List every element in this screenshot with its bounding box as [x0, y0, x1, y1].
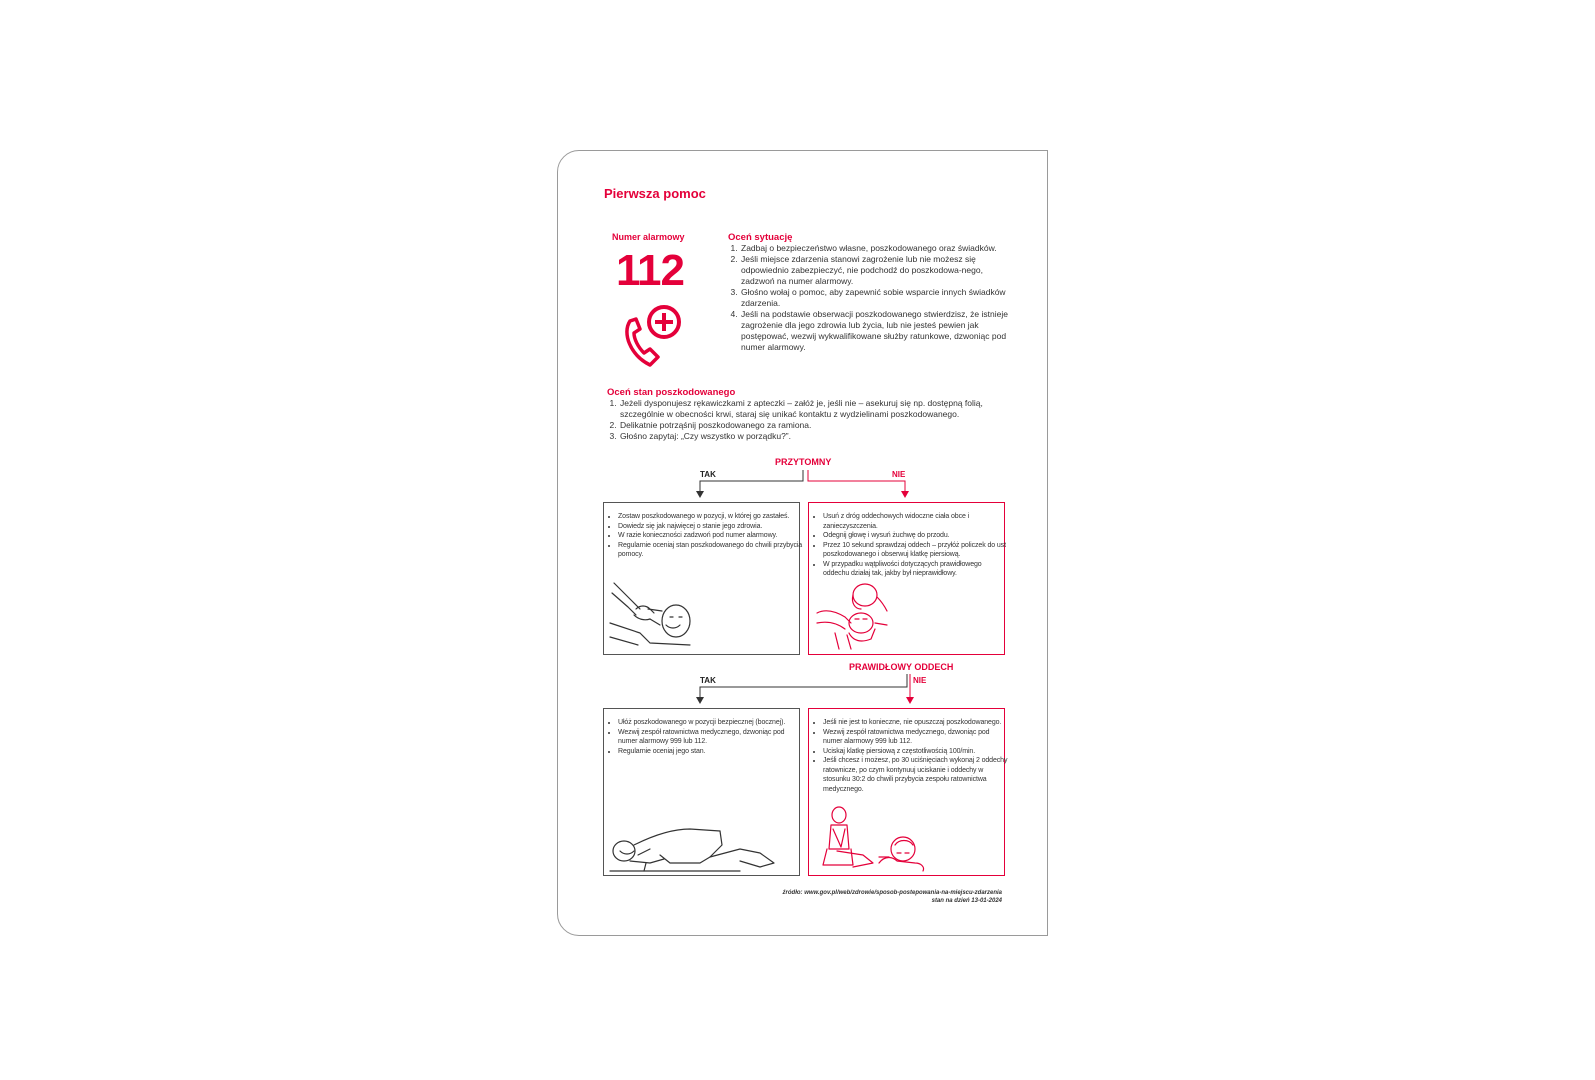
list-item: • Wezwij zespół ratownictwa medycznego, dzwoniąc pod numer alarmowy 999 lub 112.: [823, 728, 1008, 747]
recovery-position-illustration: [610, 819, 780, 875]
list-item: • Zostaw poszkodowanego w pozycji, w której go zastałeś.: [618, 512, 803, 522]
page-title: Pierwsza pomoc: [604, 186, 706, 201]
list-item: 3. Głośno wołaj o pomoc, aby zapewnić sobie wsparcie innych świadków zdarzenia.: [740, 287, 1008, 309]
list-item: 4. Jeśli na podstawie obserwacji poszkodowanego stwierdzisz, że istnieje zagrożenie dla jego zdrowia lub życia, lub nie jesteś pewien jak postępować, wezwij wykwalifikowane służby ratunkowe, dzwoniąc pod numer alarmowy.: [740, 309, 1008, 353]
flow2-yes-box: [603, 708, 800, 876]
flow2-no-label: NIE: [913, 676, 927, 685]
flow1-no-list: [813, 512, 1008, 579]
list-item: • Jeśli chcesz i możesz, po 30 uciśnięciach wykonaj 2 oddechy ratownicze, po czym kontynuuj uciskanie i oddechy w stosunku 30:2 do chwili przybycia zespołu ratownictwa medycznego.: [823, 756, 1008, 794]
list-item: 1. Jeżeli dysponujesz rękawiczkami z apteczki – załóż je, jeśli nie – asekuruj się np. dostępną folią, szczególnie w obecności krwi, staraj się unikać kontaktu z wydzielinami poszkodowanego.: [619, 398, 1007, 420]
assess-situation-heading: Oceń sytuację: [728, 232, 793, 243]
shake-shoulder-illustration: [610, 579, 705, 651]
list-item: • Usuń z dróg oddechowych widoczne ciała obce i zanieczyszczenia.: [823, 512, 1008, 531]
list-item: • Regularnie oceniaj jego stan.: [618, 747, 803, 757]
flow1-no-label: NIE: [892, 470, 906, 479]
list-item: • Przez 10 sekund sprawdzaj oddech – przyłóż policzek do ust poszkodowanego i obserwuj klatkę piersiową.: [823, 541, 1008, 560]
list-item: 1. Zadbaj o bezpieczeństwo własne, poszkodowanego oraz świadków.: [740, 243, 1008, 254]
flow1-no-box: [808, 502, 1005, 655]
check-breathing-illustration: [815, 583, 895, 651]
flow2-question: PRAWIDŁOWY ODDECH: [849, 662, 954, 672]
list-item: • Jeśli nie jest to konieczne, nie opuszczaj poszkodowanego.: [823, 718, 1008, 728]
flow1-yes-list: [608, 512, 803, 560]
flow2-yes-list: [608, 718, 803, 756]
list-item: • Regularnie oceniaj stan poszkodowanego do chwili przybycia pomocy.: [618, 541, 803, 560]
flow1-yes-label: TAK: [700, 470, 716, 479]
flow1-yes-box: [603, 502, 803, 655]
assess-victim-section: [607, 387, 1007, 442]
source-url: źródło: www.gov.pl/web/zdrowie/sposob-postepowania-na-miejscu-zdarzenia: [782, 890, 1002, 896]
alarm-label: Numer alarmowy: [612, 232, 685, 242]
list-item: 3. Głośno zapytaj: „Czy wszystko w porządku?”.: [619, 431, 1007, 442]
assess-victim-heading: Oceń stan poszkodowanego: [607, 387, 736, 398]
assess-situation-section: [728, 232, 1008, 353]
source-note: [700, 889, 1002, 905]
flow2-no-list: [813, 718, 1008, 794]
flow2-yes-label: TAK: [700, 676, 716, 685]
list-item: 2. Jeśli miejsce zdarzenia stanowi zagrożenie lub nie możesz się odpowiednio zabezpieczyć, nie podchodź do poszkodowa-nego, zadzwoń na numer alarmowy.: [740, 254, 1008, 287]
assess-situation-list: [728, 243, 1008, 353]
assess-victim-list: [607, 398, 1007, 442]
flow2-no-box: [808, 708, 1008, 876]
cpr-illustration: [823, 805, 927, 873]
list-item: • Ułóż poszkodowanego w pozycji bezpiecznej (bocznej).: [618, 718, 803, 728]
list-item: • W razie konieczności zadzwoń pod numer alarmowy.: [618, 531, 803, 541]
list-item: • Odegnij głowę i wysuń żuchwę do przodu.: [823, 531, 1008, 541]
phone-cross-icon: [620, 303, 690, 373]
flow1-question: PRZYTOMNY: [775, 457, 832, 467]
list-item: • Dowiedz się jak najwięcej o stanie jego zdrowia.: [618, 522, 803, 532]
list-item: • Wezwij zespół ratownictwa medycznego, dzwoniąc pod numer alarmowy 999 lub 112.: [618, 728, 803, 747]
list-item: • Uciskaj klatkę piersiową z częstotliwością 100/min.: [823, 747, 1008, 757]
alarm-number: 112: [616, 246, 684, 295]
list-item: 2. Delikatnie potrząśnij poszkodowanego za ramiona.: [619, 420, 1007, 431]
source-date: stan na dzień 13-01-2024: [931, 898, 1002, 904]
list-item: • W przypadku wątpliwości dotyczących prawidłowego oddechu działaj tak, jakby był nieprawidłowy.: [823, 560, 1008, 579]
